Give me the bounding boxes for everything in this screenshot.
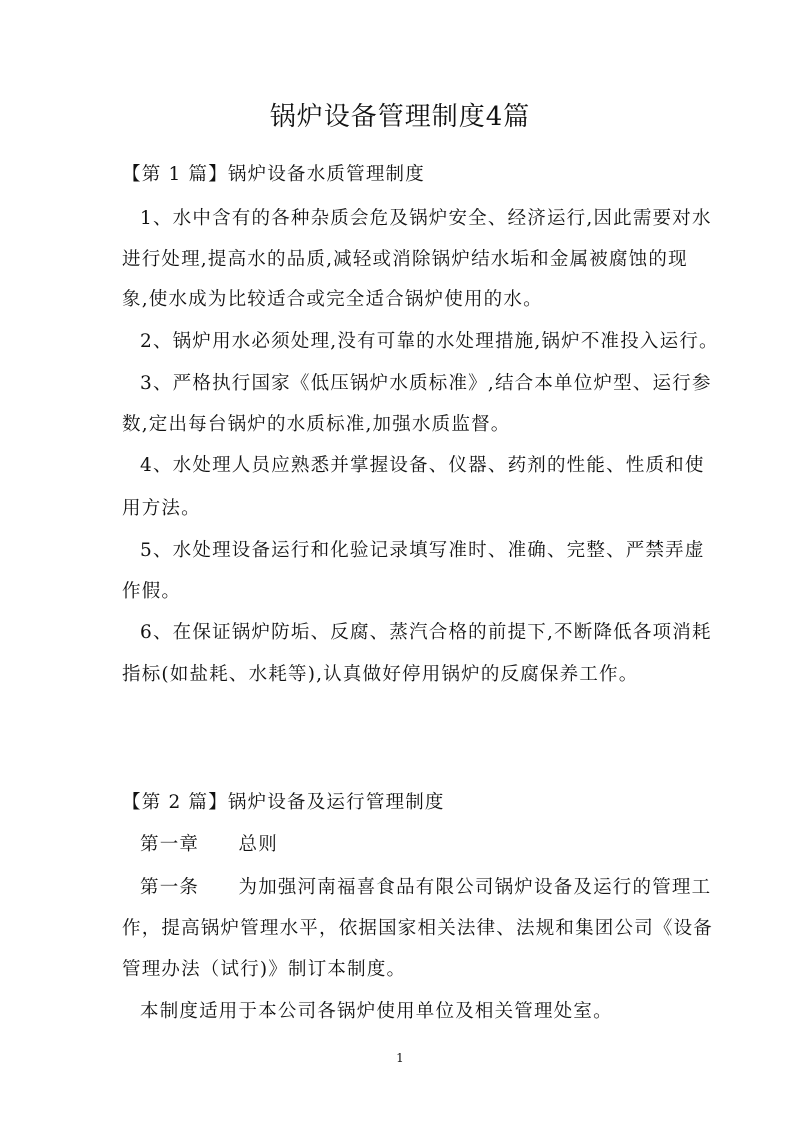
paragraph-line: 5、水处理设备运行和化验记录填写准时、准确、完整、严禁弄虚 <box>140 540 705 561</box>
paragraph-line: 作，提高锅炉管理水平，依据国家相关法律、法规和集团公司《设备 <box>122 918 714 939</box>
paragraph-line: 4、水处理人员应熟悉并掌握设备、仪器、药剂的性能、性质和使 <box>140 455 705 476</box>
paragraph-line: 3、严格执行国家《低压锅炉水质标准》,结合本单位炉型、运行参 <box>140 373 712 394</box>
page-number: 1 <box>396 1051 404 1065</box>
paragraph-line: 指标(如盐耗、水耗等),认真做好停用锅炉的反腐保养工作。 <box>122 664 639 685</box>
paragraph-line: 进行处理,提高水的品质,减轻或消除锅炉结水垢和金属被腐蚀的现 <box>122 249 688 270</box>
paragraph-line: 第一条 为加强河南福喜食品有限公司锅炉设备及运行的管理工 <box>140 877 712 898</box>
paragraph-line: 象,使水成为比较适合或完全适合锅炉使用的水。 <box>122 289 543 310</box>
paragraph-line: 管理办法（试行)》制订本制度。 <box>122 959 407 980</box>
section-1-heading: 【第 1 篇】锅炉设备水质管理制度 <box>122 164 425 185</box>
paragraph-line: 作假。 <box>122 581 182 602</box>
document-title: 锅炉设备管理制度4篇 <box>269 102 531 132</box>
paragraph-line: 数,定出每台锅炉的水质标准,加强水质监督。 <box>122 414 511 435</box>
paragraph-line: 6、在保证锅炉防垢、反腐、蒸汽合格的前提下,不断降低各项消耗 <box>140 622 712 643</box>
chapter-heading: 第一章 总则 <box>140 834 278 855</box>
paragraph-line: 2、锅炉用水必须处理,没有可靠的水处理措施,锅炉不准投入运行。 <box>140 331 719 352</box>
paragraph-line: 本制度适用于本公司各锅炉使用单位及相关管理处室。 <box>140 1001 613 1022</box>
paragraph-line: 1、水中含有的各种杂质会危及锅炉安全、经济运行,因此需要对水 <box>140 208 712 229</box>
section-2-heading: 【第 2 篇】锅炉设备及运行管理制度 <box>122 792 445 813</box>
paragraph-line: 用方法。 <box>122 498 201 519</box>
